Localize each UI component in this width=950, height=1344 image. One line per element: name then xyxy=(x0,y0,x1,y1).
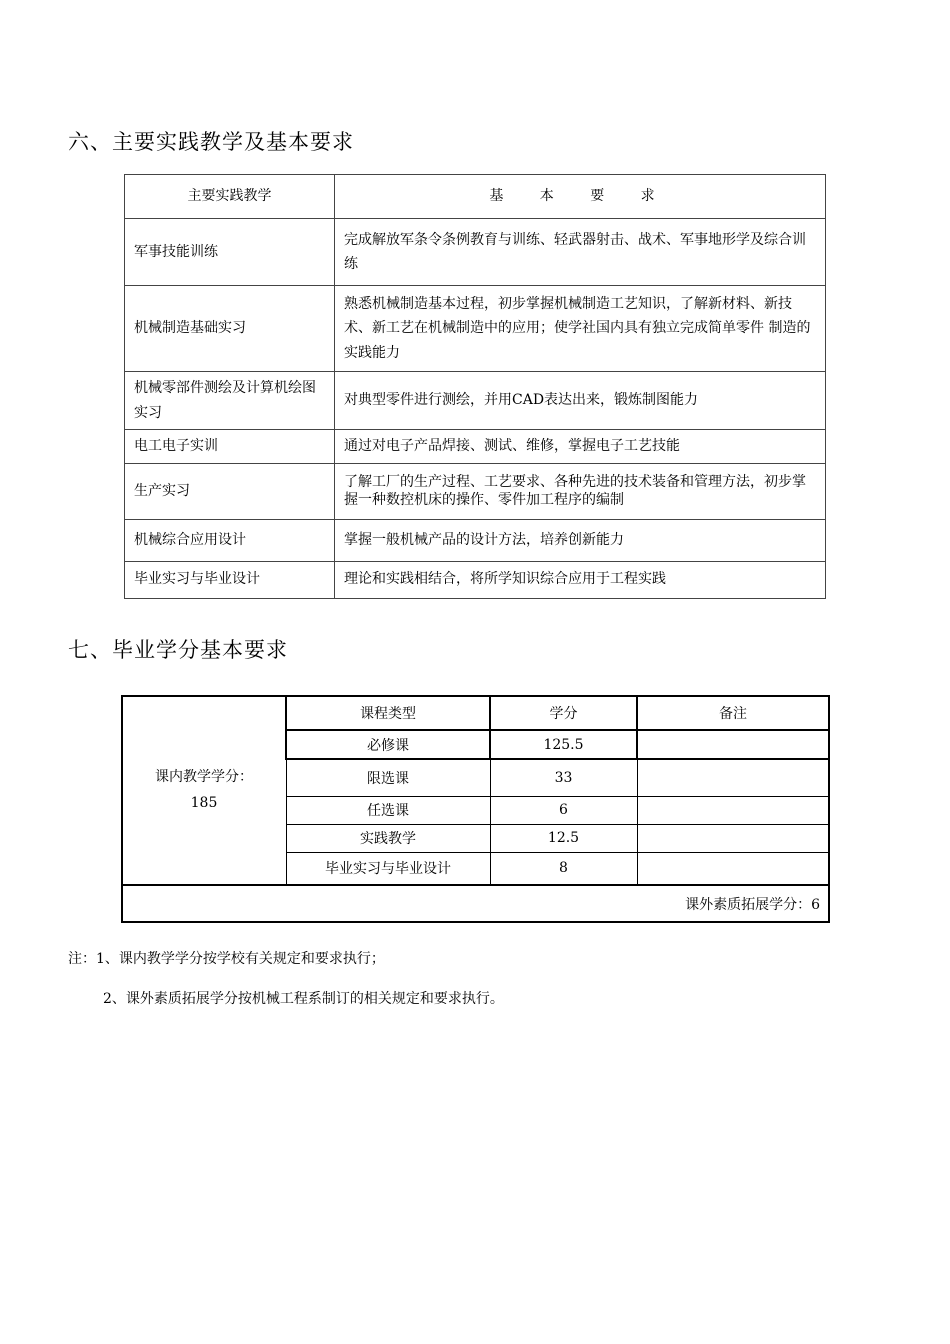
header-credit: 学分 xyxy=(490,696,637,730)
practice-name: 生产实习 xyxy=(125,463,335,519)
practice-requirement: 掌握一般机械产品的设计方法，培养创新能力 xyxy=(335,519,826,561)
table-row xyxy=(125,430,826,464)
practice-requirement: 熟悉机械制造基本过程，初步掌握机械制造工艺知识，了解新材料、新技术、新工艺在机械制造中的应用；使学社国内具有独立完成简单零件 制造的实践能力 xyxy=(335,286,826,372)
course-credit: 8 xyxy=(490,852,637,885)
extra-credit: 课外素质拓展学分：6 xyxy=(122,885,829,922)
practice-requirement: 对典型零件进行测绘，并用CAD表达出来，锻炼制图能力 xyxy=(335,372,826,430)
header-requirement: 基 本 要 求 xyxy=(335,175,826,219)
table-row xyxy=(125,219,826,286)
practice-name: 军事技能训练 xyxy=(125,219,335,286)
course-type: 毕业实习与毕业设计 xyxy=(286,852,490,885)
credit-table xyxy=(121,695,830,923)
course-type: 必修课 xyxy=(286,730,490,759)
inclass-credit-cell xyxy=(122,696,286,885)
practice-requirement: 通过对电子产品焊接、测试、维修，掌握电子工艺技能 xyxy=(335,430,826,464)
table-row xyxy=(125,519,826,561)
practice-name: 机械综合应用设计 xyxy=(125,519,335,561)
table-header-row xyxy=(122,696,829,730)
header-practice: 主要实践教学 xyxy=(125,175,335,219)
practice-requirement: 了解工厂的生产过程、工艺要求、各种先进的技术装备和管理方法，初步掌握一种数控机床的操作、零件加工程序的编制 xyxy=(335,463,826,519)
course-type: 限选课 xyxy=(286,759,490,796)
header-remark: 备注 xyxy=(637,696,829,730)
course-remark xyxy=(637,852,829,885)
practice-name: 电工电子实训 xyxy=(125,430,335,464)
course-remark xyxy=(637,730,829,759)
table-row xyxy=(125,463,826,519)
table-row xyxy=(125,372,826,430)
practice-name: 机械制造基础实习 xyxy=(125,286,335,372)
table-header-row xyxy=(125,175,826,219)
practice-table xyxy=(124,174,826,599)
note-1: 注：1、课内教学学分按学校有关规定和要求执行； xyxy=(68,951,385,967)
course-remark xyxy=(637,824,829,852)
table-row xyxy=(125,286,826,372)
table-row xyxy=(122,885,829,922)
inclass-credit-label: 课内教学学分： xyxy=(155,769,253,786)
course-credit: 125.5 xyxy=(490,730,637,759)
course-remark xyxy=(637,759,829,796)
course-type: 实践教学 xyxy=(286,824,490,852)
course-type: 任选课 xyxy=(286,796,490,824)
table-row xyxy=(125,561,826,598)
practice-requirement: 理论和实践相结合，将所学知识综合应用于工程实践 xyxy=(335,561,826,598)
course-credit: 33 xyxy=(490,759,637,796)
practice-requirement: 完成解放军条令条例教育与训练、轻武器射击、战术、军事地形学及综合训练 xyxy=(335,219,826,286)
practice-name: 毕业实习与毕业设计 xyxy=(125,561,335,598)
inclass-credit-total: 185 xyxy=(190,794,218,811)
section6-title: 六、主要实践教学及基本要求 xyxy=(68,130,354,154)
note-2: 2、课外素质拓展学分按机械工程系制订的相关规定和要求执行。 xyxy=(103,991,504,1007)
header-course-type: 课程类型 xyxy=(286,696,490,730)
course-credit: 6 xyxy=(490,796,637,824)
practice-name: 机械零部件测绘及计算机绘图实习 xyxy=(125,372,335,430)
course-credit: 12.5 xyxy=(490,824,637,852)
section7-title: 七、毕业学分基本要求 xyxy=(68,638,288,662)
course-remark xyxy=(637,796,829,824)
